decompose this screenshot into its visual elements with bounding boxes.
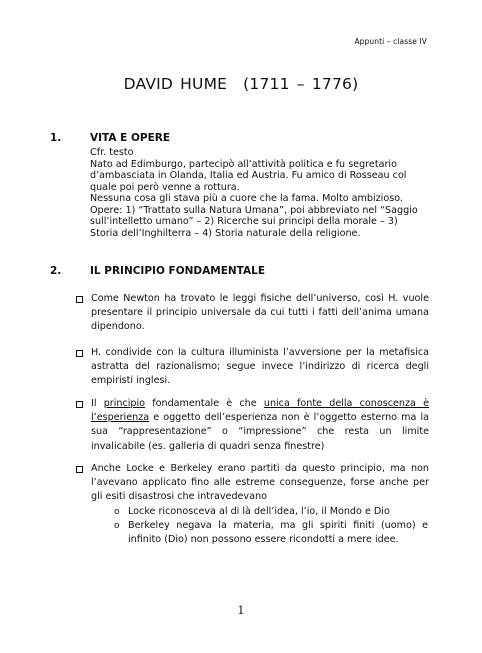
section-1-title: VITA E OPERE (90, 132, 171, 144)
checkbox-bullet-icon (76, 350, 83, 357)
sub-item-text: Locke riconosceva al di là dell’idea, l’io, il Mondo e Dio (128, 506, 390, 517)
underlined-text: principio (103, 398, 146, 409)
bullet-text: Anche Locke e Berkeley erano partiti da questo principio, ma non l’avevano applicato fino alle estreme conseguenze, forse anche per gli esiti disastrosi che intravedevano (91, 463, 429, 503)
document-title (0, 75, 482, 93)
section-1-line: quale poi però venne a rottura. (90, 181, 240, 193)
section-1-body (90, 147, 430, 239)
bullet-text-part: Il (91, 398, 104, 409)
page-number: 1 (237, 604, 245, 617)
title-name: DAVID HUME (123, 75, 228, 93)
sub-item-text: Berkeley negava la materia, ma gli spiriti finiti (uomo) e infinito (Dio) non possono essere ricondotti a mere idee. (128, 520, 428, 546)
section-1-line: Opere: 1) “Trattato sulla Natura Umana”, poi abbreviato nel “Saggio (90, 204, 418, 216)
checkbox-bullet-icon (76, 296, 83, 303)
circle-bullet-icon: o (114, 507, 120, 517)
bullet-text-part: fondamentale è che (145, 398, 264, 409)
section-1-line: Cfr. testo (90, 147, 134, 158)
section-1-line: Nessuna cosa gli stava più a cuore che la fama. Molto ambizioso. (90, 193, 403, 204)
section-1-heading (50, 132, 170, 144)
bullet-text (91, 397, 429, 454)
checkbox-bullet-icon (76, 466, 83, 473)
circle-bullet-icon: o (114, 521, 120, 531)
section-1-number: 1. (50, 132, 62, 144)
bullet-text-part: e oggetto dell’esperienza non è l’oggetto esterno ma la sua “rappresentazione” o “impressione” che resta un limite invalicabile (es. galleria di quadri senza finestre) (91, 412, 429, 452)
checkbox-bullet-icon (76, 401, 83, 408)
bullet-text: Come Newton ha trovato le leggi fisiche dell’universo, così H. vuole presentare il principio universale da cui tutti i fatti dell’anima umana dipendono. (91, 293, 429, 333)
section-1-line: Storia dell’Inghilterra – 4) Storia naturale della religione. (90, 227, 361, 239)
header-note: Appunti – classe IV (354, 37, 427, 46)
section-2-title: IL PRINCIPIO FONDAMENTALE (90, 265, 265, 277)
title-dates: (1711 – 1776) (243, 75, 359, 93)
bullet-text: H. condivide con la cultura illuminista l’avversione per la metafisica astratta del razionalismo; segue invece l’indirizzo di ricerca degli empiristi inglesi. (91, 347, 429, 387)
section-1-line: Nato ad Edimburgo, partecipò all’attività politica e fu segretario (90, 158, 397, 170)
section-1-line: sull’intelletto umano” – 2) Ricerche sui principi della morale – 3) (90, 216, 398, 227)
section-2-number: 2. (50, 265, 62, 277)
section-2-heading (50, 265, 265, 277)
section-1-line: d’ambasciata in Olanda, Italia ed Austria. Fu amico di Rosseau col (90, 170, 407, 181)
underlined-text: unica fonte della conoscenza è l’esperienza (91, 398, 429, 424)
